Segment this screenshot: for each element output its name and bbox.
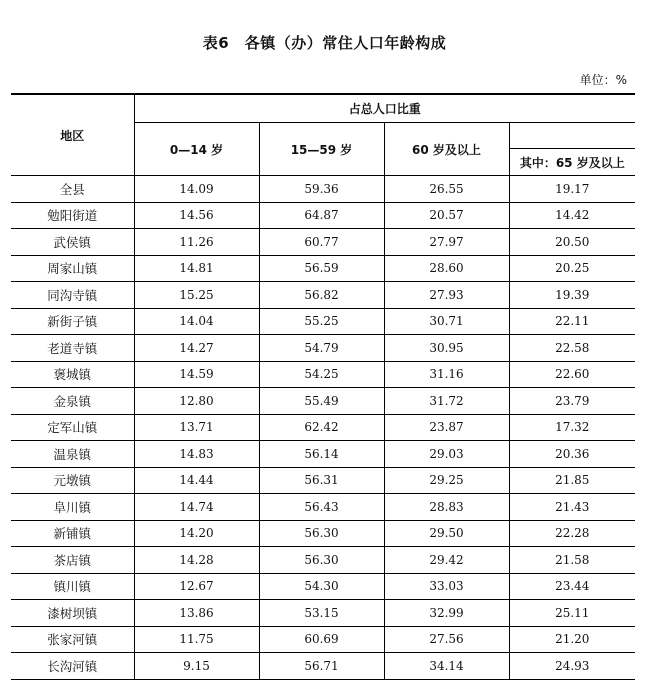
- table-row: [11, 520, 635, 547]
- area-cell: 老道寺镇: [11, 335, 134, 362]
- table-row: [11, 600, 635, 627]
- age-15-59-cell: 56.71: [259, 653, 384, 680]
- age-structure-table: [11, 93, 635, 680]
- age-15-59-cell: 59.36: [259, 176, 384, 203]
- area-cell: 武侯镇: [11, 229, 134, 256]
- age-60-plus-cell: 33.03: [384, 573, 509, 600]
- age-65-plus-cell: 21.85: [509, 467, 635, 494]
- header-age-0-14: 0—14 岁: [134, 123, 259, 176]
- age-65-plus-cell: 23.79: [509, 388, 635, 415]
- age-60-plus-cell: 28.60: [384, 255, 509, 282]
- header-group: 占总人口比重: [134, 94, 635, 123]
- age-15-59-cell: 56.43: [259, 494, 384, 521]
- header-age-15-59: 15—59 岁: [259, 123, 384, 176]
- age-65-plus-cell: 23.44: [509, 573, 635, 600]
- age-65-plus-cell: 22.58: [509, 335, 635, 362]
- area-cell: 同沟寺镇: [11, 282, 134, 309]
- age-15-59-cell: 56.30: [259, 547, 384, 574]
- age-15-59-cell: 56.82: [259, 282, 384, 309]
- age-15-59-cell: 54.25: [259, 361, 384, 388]
- age-15-59-cell: 56.59: [259, 255, 384, 282]
- age-0-14-cell: 14.56: [134, 202, 259, 229]
- age-65-plus-cell: 19.39: [509, 282, 635, 309]
- age-65-plus-cell: 14.42: [509, 202, 635, 229]
- unit-label: 单位：%: [579, 73, 627, 87]
- age-65-plus-cell: 19.17: [509, 176, 635, 203]
- age-60-plus-cell: 32.99: [384, 600, 509, 627]
- table-row: [11, 441, 635, 468]
- age-60-plus-cell: 27.97: [384, 229, 509, 256]
- age-0-14-cell: 14.83: [134, 441, 259, 468]
- area-cell: 全县: [11, 176, 134, 203]
- age-15-59-cell: 53.15: [259, 600, 384, 627]
- table-row: [11, 467, 635, 494]
- age-60-plus-cell: 29.50: [384, 520, 509, 547]
- table-row: [11, 335, 635, 362]
- table-row: [11, 547, 635, 574]
- age-65-plus-cell: 21.20: [509, 626, 635, 653]
- age-65-plus-cell: 22.60: [509, 361, 635, 388]
- table-row: [11, 229, 635, 256]
- area-cell: 茶店镇: [11, 547, 134, 574]
- age-65-plus-cell: 25.11: [509, 600, 635, 627]
- age-65-plus-cell: 24.93: [509, 653, 635, 680]
- age-15-59-cell: 54.79: [259, 335, 384, 362]
- age-0-14-cell: 14.04: [134, 308, 259, 335]
- age-0-14-cell: 9.15: [134, 653, 259, 680]
- age-60-plus-cell: 30.95: [384, 335, 509, 362]
- area-cell: 周家山镇: [11, 255, 134, 282]
- age-0-14-cell: 14.20: [134, 520, 259, 547]
- age-65-plus-cell: 20.50: [509, 229, 635, 256]
- table-row: [11, 414, 635, 441]
- table-row: [11, 361, 635, 388]
- area-cell: 定军山镇: [11, 414, 134, 441]
- age-60-plus-cell: 27.93: [384, 282, 509, 309]
- table-title: 表6 各镇（办）常住人口年龄构成: [202, 34, 447, 52]
- age-60-plus-cell: 29.25: [384, 467, 509, 494]
- age-15-59-cell: 60.69: [259, 626, 384, 653]
- age-65-plus-cell: 22.11: [509, 308, 635, 335]
- age-15-59-cell: 56.30: [259, 520, 384, 547]
- age-15-59-cell: 55.25: [259, 308, 384, 335]
- age-0-14-cell: 12.80: [134, 388, 259, 415]
- area-cell: 褒城镇: [11, 361, 134, 388]
- age-0-14-cell: 11.75: [134, 626, 259, 653]
- age-0-14-cell: 14.81: [134, 255, 259, 282]
- area-cell: 温泉镇: [11, 441, 134, 468]
- age-0-14-cell: 13.71: [134, 414, 259, 441]
- area-cell: 张家河镇: [11, 626, 134, 653]
- age-0-14-cell: 14.44: [134, 467, 259, 494]
- table-row: [11, 388, 635, 415]
- table-row: [11, 573, 635, 600]
- age-60-plus-cell: 31.72: [384, 388, 509, 415]
- header-age-60-plus: 60 岁及以上: [384, 123, 509, 176]
- age-15-59-cell: 60.77: [259, 229, 384, 256]
- area-cell: 阜川镇: [11, 494, 134, 521]
- area-cell: 新铺镇: [11, 520, 134, 547]
- area-cell: 镇川镇: [11, 573, 134, 600]
- age-15-59-cell: 64.87: [259, 202, 384, 229]
- table-row: [11, 255, 635, 282]
- area-cell: 金泉镇: [11, 388, 134, 415]
- table-row: [11, 282, 635, 309]
- age-0-14-cell: 15.25: [134, 282, 259, 309]
- age-60-plus-cell: 31.16: [384, 361, 509, 388]
- age-0-14-cell: 14.28: [134, 547, 259, 574]
- table-row: [11, 494, 635, 521]
- header-spacer: [509, 123, 635, 149]
- age-0-14-cell: 11.26: [134, 229, 259, 256]
- age-0-14-cell: 14.74: [134, 494, 259, 521]
- age-60-plus-cell: 26.55: [384, 176, 509, 203]
- age-65-plus-cell: 22.28: [509, 520, 635, 547]
- table-row: [11, 653, 635, 680]
- age-15-59-cell: 54.30: [259, 573, 384, 600]
- age-15-59-cell: 55.49: [259, 388, 384, 415]
- header-age-65-plus: 其中：65 岁及以上: [509, 149, 635, 176]
- age-15-59-cell: 62.42: [259, 414, 384, 441]
- age-60-plus-cell: 28.83: [384, 494, 509, 521]
- table-row: [11, 626, 635, 653]
- age-65-plus-cell: 20.36: [509, 441, 635, 468]
- age-65-plus-cell: 21.58: [509, 547, 635, 574]
- age-0-14-cell: 14.27: [134, 335, 259, 362]
- area-cell: 漆树坝镇: [11, 600, 134, 627]
- age-60-plus-cell: 27.56: [384, 626, 509, 653]
- age-0-14-cell: 14.09: [134, 176, 259, 203]
- table-body: [11, 176, 635, 680]
- age-60-plus-cell: 23.87: [384, 414, 509, 441]
- age-60-plus-cell: 29.42: [384, 547, 509, 574]
- area-cell: 勉阳街道: [11, 202, 134, 229]
- age-65-plus-cell: 21.43: [509, 494, 635, 521]
- header-area: 地区: [11, 94, 134, 176]
- age-15-59-cell: 56.14: [259, 441, 384, 468]
- table-row: [11, 176, 635, 203]
- age-0-14-cell: 14.59: [134, 361, 259, 388]
- age-60-plus-cell: 20.57: [384, 202, 509, 229]
- area-cell: 长沟河镇: [11, 653, 134, 680]
- area-cell: 新街子镇: [11, 308, 134, 335]
- table-row: [11, 308, 635, 335]
- area-cell: 元墩镇: [11, 467, 134, 494]
- age-65-plus-cell: 20.25: [509, 255, 635, 282]
- age-0-14-cell: 12.67: [134, 573, 259, 600]
- age-0-14-cell: 13.86: [134, 600, 259, 627]
- age-60-plus-cell: 30.71: [384, 308, 509, 335]
- table-header: [11, 94, 635, 176]
- age-60-plus-cell: 29.03: [384, 441, 509, 468]
- age-15-59-cell: 56.31: [259, 467, 384, 494]
- table-row: [11, 202, 635, 229]
- age-65-plus-cell: 17.32: [509, 414, 635, 441]
- age-60-plus-cell: 34.14: [384, 653, 509, 680]
